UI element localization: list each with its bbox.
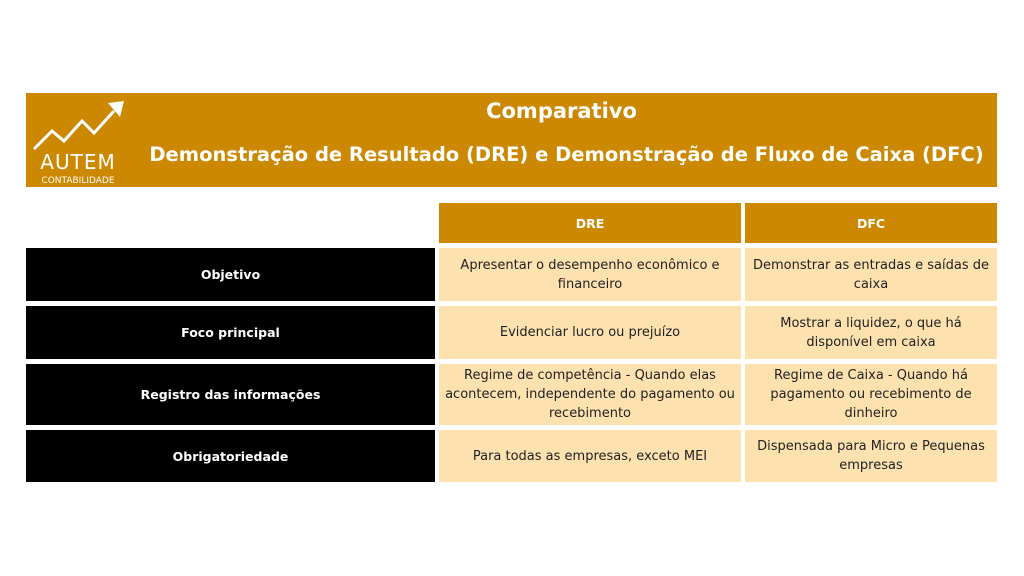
dfc-cell: Regime de Caixa - Quando há pagamento ou recebimento de dinheiro [745, 364, 997, 425]
page-title: Comparativo [486, 99, 637, 123]
header-banner [26, 93, 997, 187]
row-label: Registro das informações [26, 364, 435, 425]
column-header-dre: DRE [439, 203, 741, 243]
dre-cell: Regime de competência - Quando elas acontecem, independente do pagamento ou recebimento [439, 364, 741, 425]
row-label: Obrigatoriedade [26, 430, 435, 482]
svg-text:CONTABILIDADE: CONTABILIDADE [41, 176, 115, 185]
row-label: Foco principal [26, 306, 435, 359]
dfc-cell: Dispensada para Micro e Pequenas empresas [745, 430, 997, 482]
page-subtitle: Demonstração de Resultado (DRE) e Demonstração de Fluxo de Caixa (DFC) [149, 143, 984, 166]
svg-text:AUTEM: AUTEM [40, 150, 116, 174]
dre-cell: Evidenciar lucro ou prejuízo [439, 306, 741, 359]
dfc-cell: Demonstrar as entradas e saídas de caixa [745, 248, 997, 301]
dre-cell: Apresentar o desempenho econômico e financeiro [439, 248, 741, 301]
row-label: Objetivo [26, 248, 435, 301]
autem-logo [30, 97, 126, 185]
dre-cell: Para todas as empresas, exceto MEI [439, 430, 741, 482]
column-header-dfc: DFC [745, 203, 997, 243]
dfc-cell: Mostrar a liquidez, o que há disponível em caixa [745, 306, 997, 359]
